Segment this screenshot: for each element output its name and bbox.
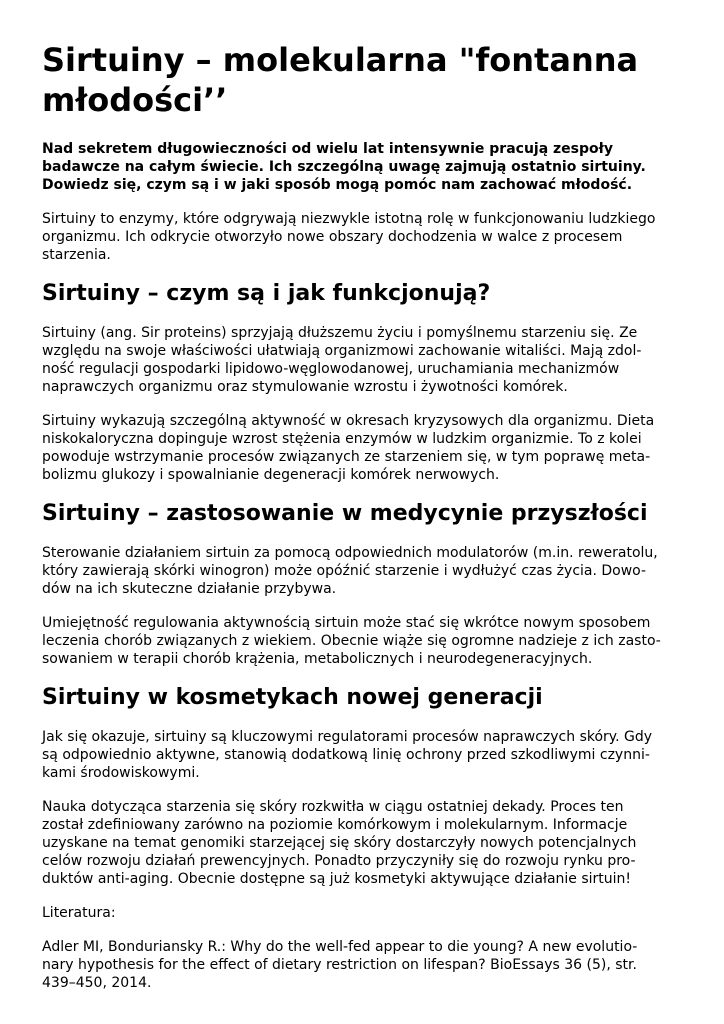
text-line: uzyskane na temat genomiki starzejącej się skóry dostarczyły nowych potencjalnych bbox=[42, 835, 637, 851]
text-line: Sirtuiny to enzymy, które odgrywają niezwykle istotną rolę w funkcjonowaniu ludzkiego bbox=[42, 211, 656, 227]
text-line: naprawczych organizmu oraz stymulowanie wzrostu i żywotności komórek. bbox=[42, 379, 568, 395]
text-line: kami środowiskowymi. bbox=[42, 765, 200, 781]
text-line: sowaniem w terapii chorób krążenia, metabolicznych i neurodegeneracyjnych. bbox=[42, 651, 593, 667]
text-line: powoduje wstrzymanie procesów związanych ze starzeniem się, w tym poprawę meta- bbox=[42, 449, 651, 465]
section-paragraph bbox=[42, 798, 682, 888]
title-line: Sirtuiny – molekularna "fontanna bbox=[42, 41, 639, 79]
text-line: niskokaloryczna dopinguje wzrost stężenia enzymów w ludzkim organizmie. To z kolei bbox=[42, 431, 642, 447]
lead-line: Dowiedz się, czym są i w jaki sposób mogą pomóc nam zachować młodość. bbox=[42, 177, 633, 193]
section-heading: Sirtuiny – czym są i jak funkcjonują? bbox=[42, 281, 491, 306]
text-line: 439–450, 2014. bbox=[42, 975, 152, 991]
text-line: nary hypothesis for the effect of dietary restriction on lifespan? BioEssays 36 (5), str. bbox=[42, 957, 637, 973]
article-lead bbox=[42, 140, 682, 194]
section-paragraph bbox=[42, 614, 682, 668]
section-paragraph bbox=[42, 412, 682, 484]
text-line: Adler MI, Bonduriansky R.: Why do the well-fed appear to die young? A new evolutio- bbox=[42, 939, 638, 955]
article-title bbox=[42, 40, 682, 120]
section-paragraph bbox=[42, 324, 682, 396]
text-line: duktów anti-aging. Obecnie dostępne są już kosmetyki aktywujące działanie sirtuin! bbox=[42, 871, 632, 887]
text-line: Umiejętność regulowania aktywnością sirtuin może stać się wkrótce nowym sposobem bbox=[42, 615, 651, 631]
text-line: ność regulacji gospodarki lipidowo-węglowodanowej, uruchamiania mechanizmów bbox=[42, 361, 620, 377]
intro-paragraph bbox=[42, 210, 682, 264]
literature-reference bbox=[42, 938, 682, 992]
section-heading: Sirtuiny – zastosowanie w medycynie przyszłości bbox=[42, 501, 648, 526]
text-line: Nauka dotycząca starzenia się skóry rozkwitła w ciągu ostatniej dekady. Proces ten bbox=[42, 799, 624, 815]
section-paragraph bbox=[42, 728, 682, 782]
text-line: względu na swoje właściwości ułatwiają organizmowi zachowanie witaliści. Mają zdol- bbox=[42, 343, 642, 359]
text-line: są odpowiednio aktywne, stanowią dodatkową linię ochrony przed szkodliwymi czynni- bbox=[42, 747, 650, 763]
text-line: starzenia. bbox=[42, 247, 111, 263]
lead-line: badawcze na całym świecie. Ich szczególną uwagę zajmują ostatnio sirtuiny. bbox=[42, 159, 646, 175]
text-line: Sterowanie działaniem sirtuin za pomocą odpowiednich modulatorów (m.in. reweratolu, bbox=[42, 545, 658, 561]
text-line: Sirtuiny (ang. Sir proteins) sprzyjają dłuższemu życiu i pomyślnemu starzeniu się. Ze bbox=[42, 325, 638, 341]
text-line: który zawierają skórki winogron) może opóźnić starzenie i wydłużyć czas życia. Dowo- bbox=[42, 563, 647, 579]
text-line: celów rozwoju działań prewencyjnych. Ponadto przyczyniły się do rozwoju rynku pro- bbox=[42, 853, 636, 869]
text-line: dów na ich skuteczne działanie przybywa. bbox=[42, 581, 337, 597]
text-line: został zdefiniowany zarówno na poziomie komórkowym i molekularnym. Informacje bbox=[42, 817, 628, 833]
title-line: młodości’’ bbox=[42, 81, 228, 119]
literature-label bbox=[42, 904, 682, 922]
text-line: Jak się okazuje, sirtuiny są kluczowymi regulatorami procesów naprawczych skóry. Gdy bbox=[42, 729, 652, 745]
text-line: Literatura: bbox=[42, 905, 116, 921]
text-line: organizmu. Ich odkrycie otworzyło nowe obszary dochodzenia w walce z procesem bbox=[42, 229, 623, 245]
section-heading: Sirtuiny w kosmetykach nowej generacji bbox=[42, 685, 543, 710]
section-paragraph bbox=[42, 544, 682, 598]
text-line: bolizmu glukozy i spowalnianie degeneracji komórek nerwowych. bbox=[42, 467, 500, 483]
text-line: Sirtuiny wykazują szczególną aktywność w okresach kryzysowych dla organizmu. Dieta bbox=[42, 413, 655, 429]
text-line: leczenia chorób związanych z wiekiem. Obecnie wiąże się ogromne nadzieje z ich zasto- bbox=[42, 633, 661, 649]
lead-line: Nad sekretem długowieczności od wielu lat intensywnie pracują zespoły bbox=[42, 141, 613, 157]
